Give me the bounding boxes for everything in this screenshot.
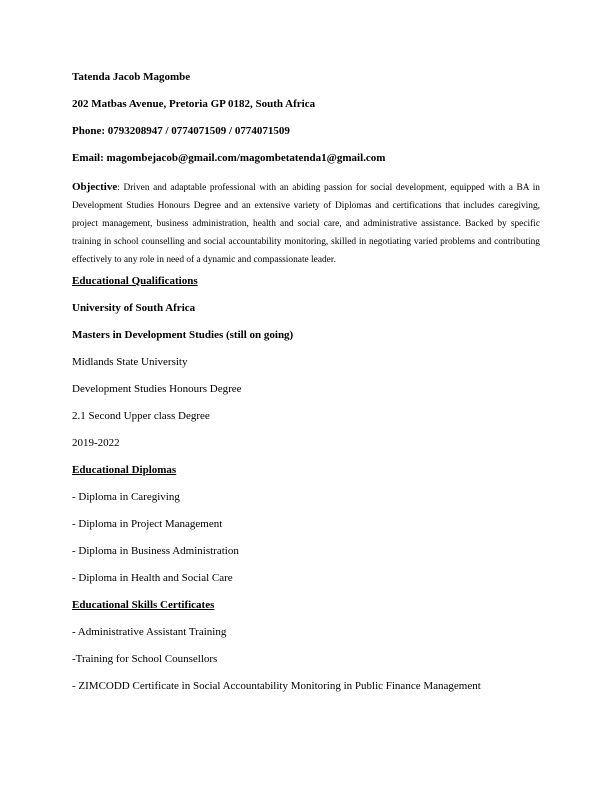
objective-paragraph (72, 178, 540, 269)
certificates-heading: Educational Skills Certificates (72, 599, 215, 611)
list-item: - Diploma in Project Management (72, 518, 223, 530)
phone: Phone: 0793208947 / 0774071509 / 0774071509 (72, 125, 290, 137)
university-1: University of South Africa (72, 302, 196, 314)
list-item: - Diploma in Caregiving (72, 491, 180, 503)
degree-years: 2019-2022 (72, 437, 120, 449)
qualifications-heading: Educational Qualifications (72, 275, 198, 287)
list-item: - Diploma in Business Administration (72, 545, 239, 557)
university-2: Midlands State University (72, 356, 188, 368)
list-item: -Training for School Counsellors (72, 653, 218, 665)
list-item: - Administrative Assistant Training (72, 626, 227, 638)
degree-1: Masters in Development Studies (still on going) (72, 329, 294, 341)
candidate-name: Tatenda Jacob Magombe (72, 71, 191, 83)
email: Email: magombejacob@gmail.com/magombetatenda1@gmail.com (72, 152, 386, 164)
degree-class: 2.1 Second Upper class Degree (72, 410, 210, 422)
objective-label: Objective (72, 181, 118, 193)
list-item: - ZIMCODD Certificate in Social Accountability Monitoring in Public Finance Management (72, 680, 481, 692)
address: 202 Matbas Avenue, Pretoria GP 0182, South Africa (72, 98, 316, 110)
diplomas-heading: Educational Diplomas (72, 464, 177, 476)
degree-2: Development Studies Honours Degree (72, 383, 242, 395)
objective-text: : Driven and adaptable professional with an abiding passion for social development, equipped with a BA in Development Studies Honours Degree and an extensive variety of Diplomas and certifications that includes caregiving, project management, business administration, health and social care, and administrative assistance. Backed by specific training in school counselling and social accountability monitoring, skilled in negotiating varied problems and contributing effectively to any role in need of a dynamic and compassionate leader. (72, 183, 540, 265)
list-item: - Diploma in Health and Social Care (72, 572, 233, 584)
